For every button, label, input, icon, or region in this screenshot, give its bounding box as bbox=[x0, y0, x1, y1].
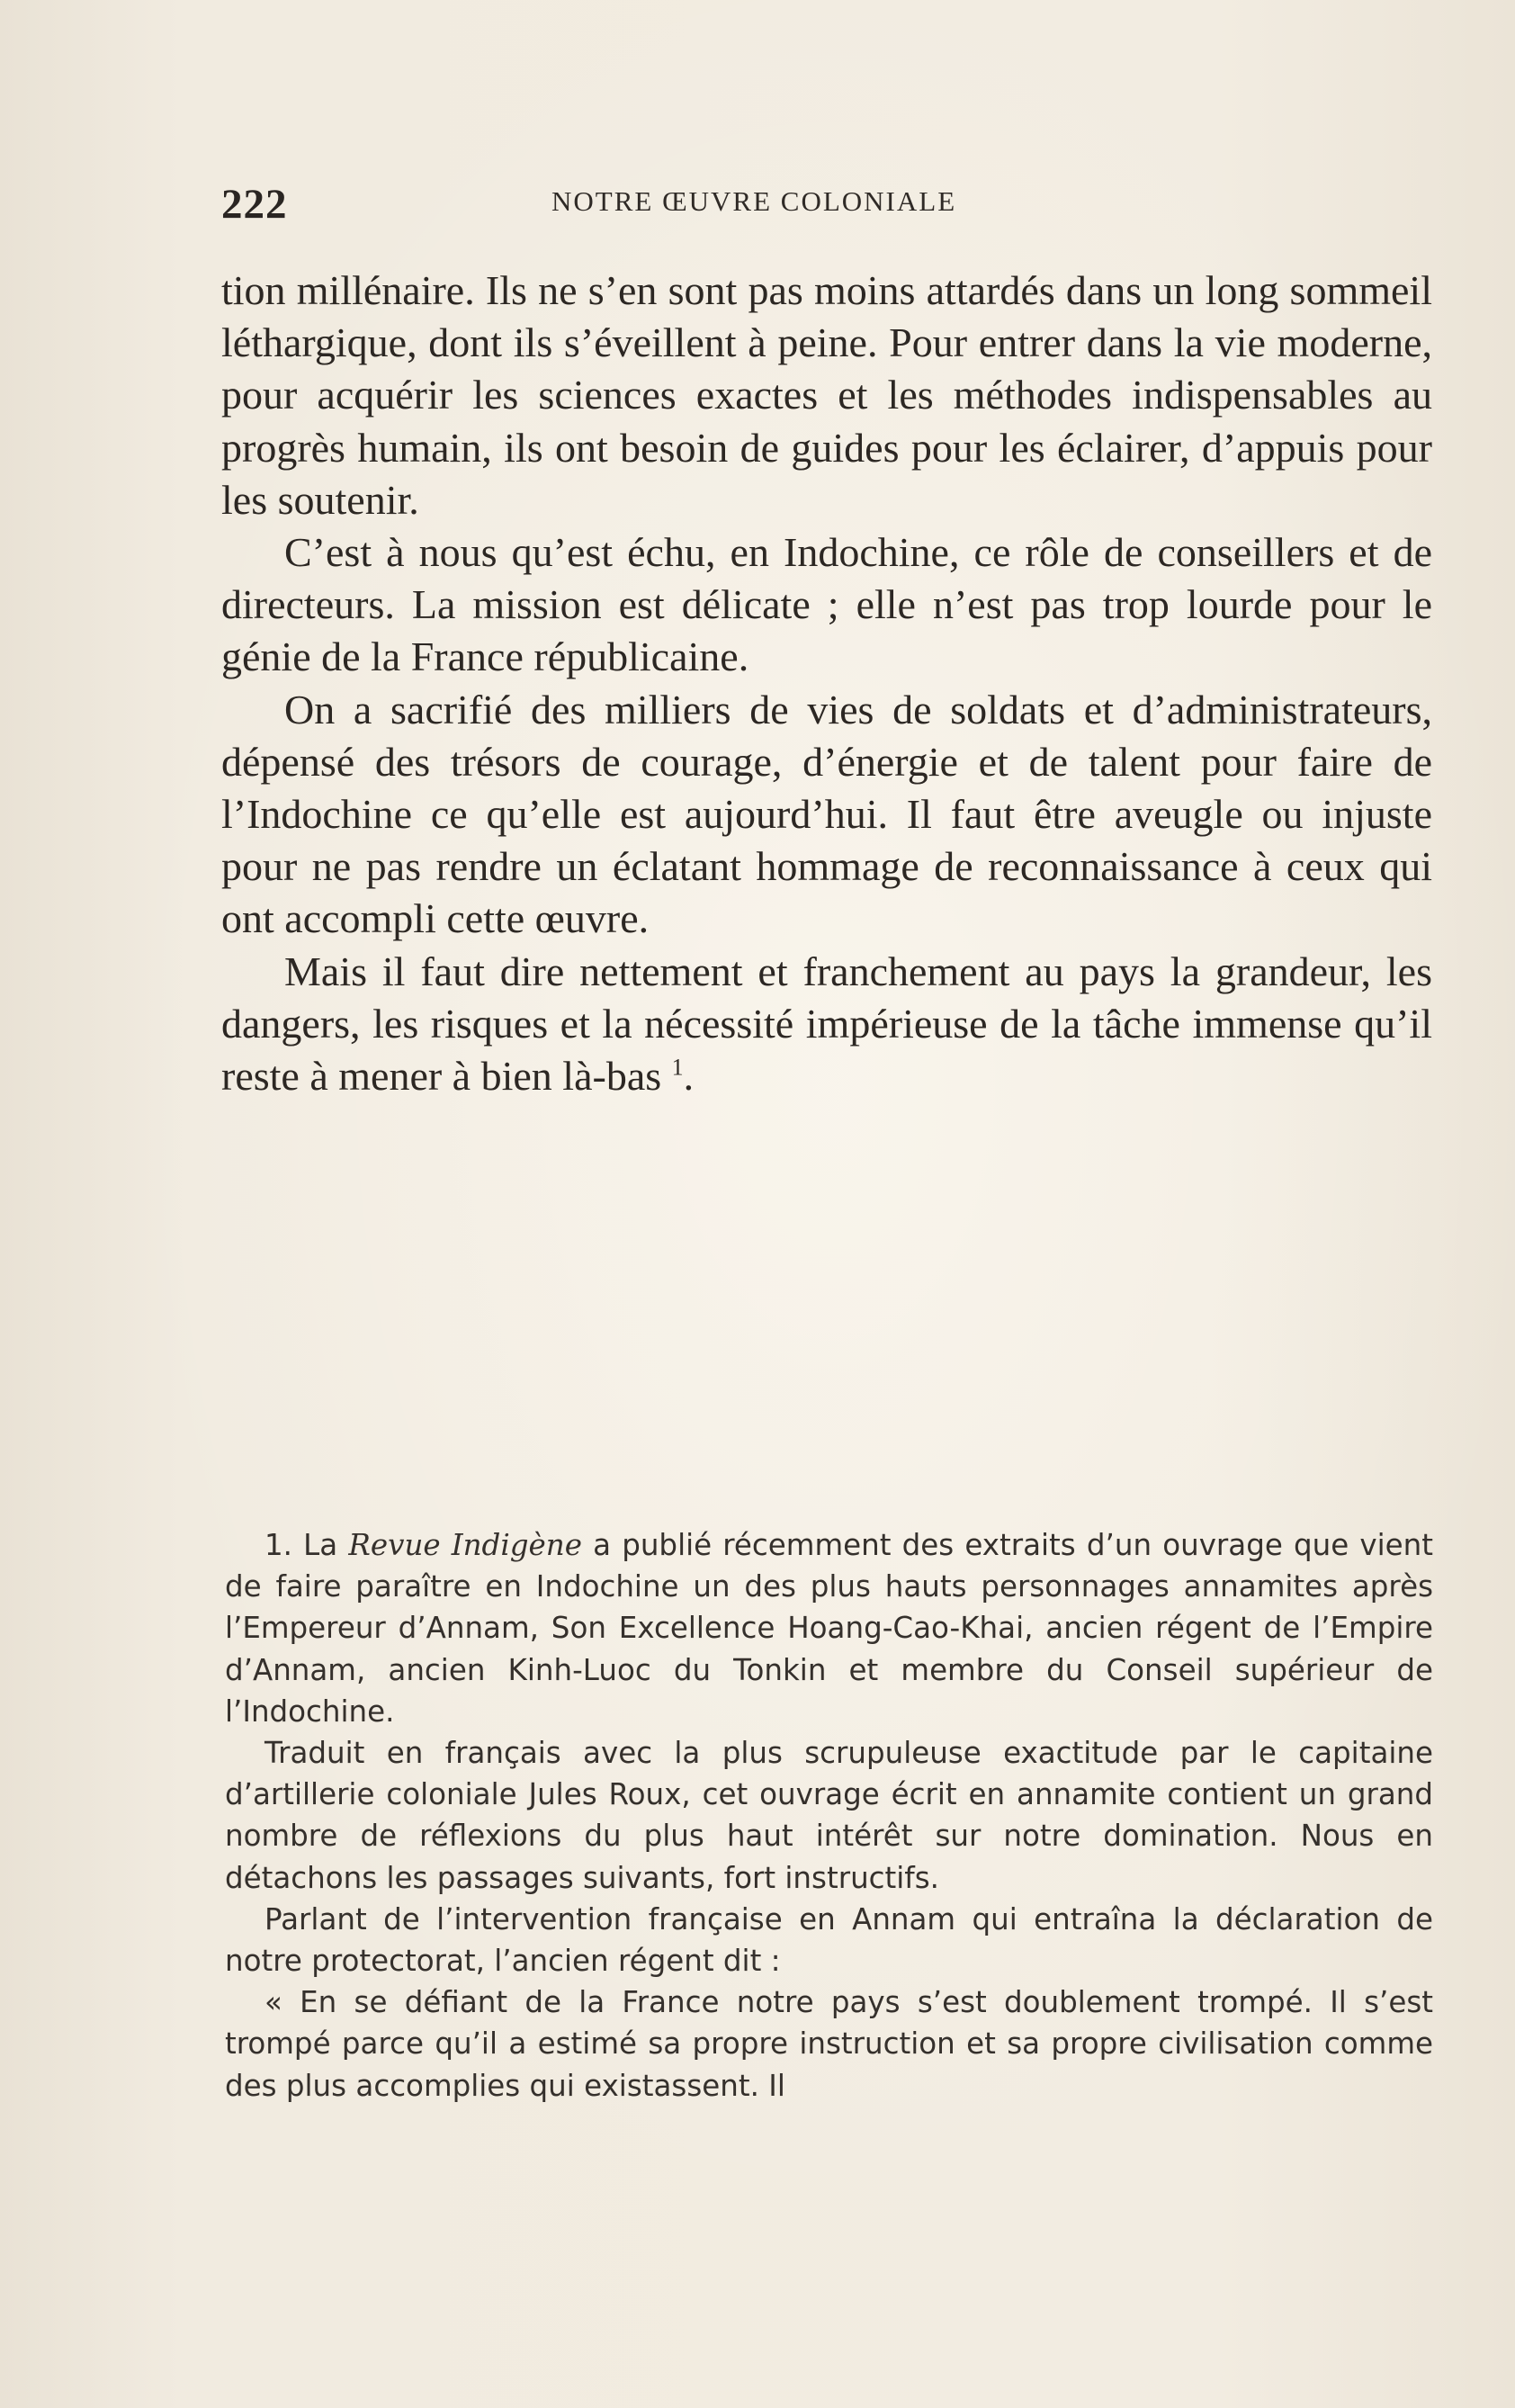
footnote-quote: « En se défiant de la France notre pays s’est doublement trompé. Il s’est trompé parce qu’il a estimé sa propre instruction et sa propre civilisation comme des plus accomplies qui existassent. Il bbox=[225, 1985, 1433, 2103]
footnotes bbox=[225, 1524, 1433, 2107]
footnote-marker: 1 bbox=[671, 1054, 684, 1081]
paragraph: tion millénaire. Ils ne s’en sont pas moins attardés dans un long sommeil léthargique, dont ils s’éveillent à peine. Pour entrer dans la vie moderne, pour acquérir les sciences exactes et les méthodes indispensables au progrès humain, ils ont besoin de guides pour les éclairer, d’appuis pour les soutenir. bbox=[221, 267, 1432, 523]
paragraph: On a sacrifié des milliers de vies de soldats et d’administrateurs, dépensé des trésors de courage, d’énergie et de talent pour faire de l’Indochine ce qu’elle est aujourd’hui. Il faut être aveugle ou injuste pour ne pas rendre un éclatant hommage de reconnaissance à ceux qui ont accompli cette œuvre. bbox=[221, 686, 1432, 942]
footnote-paragraph: Traduit en français avec la plus scrupuleuse exactitude par le capitaine d’artillerie coloniale Jules Roux, cet ouvrage écrit en annamite contient un grand nombre de réflexions du plus haut intérêt sur notre domination. Nous en détachons les passages suivants, fort instructifs. bbox=[225, 1736, 1433, 1895]
sentence-end: . bbox=[683, 1053, 695, 1100]
footnote-number: 1. La bbox=[264, 1528, 349, 1562]
page-header bbox=[221, 180, 1436, 234]
running-title: NOTRE ŒUVRE COLONIALE bbox=[551, 185, 957, 217]
paragraph: C’est à nous qu’est échu, en Indochine, ce rôle de conseillers et de directeurs. La mission est délicate ; elle n’est pas trop lourde pour le génie de la France républicaine. bbox=[221, 529, 1432, 680]
paragraph-last bbox=[221, 946, 1432, 1103]
page-number: 222 bbox=[221, 181, 288, 228]
footnote-paragraph: Parlant de l’intervention française en Annam qui entraîna la déclaration de notre protectorat, l’ancien régent dit : bbox=[225, 1901, 1433, 1979]
footnote-text: a publié récemment des extraits d’un ouvrage que vient de faire paraître en Indochine un des plus hauts personnages annamites après l’Empereur d’Annam, Son Excellence Hoang-Cao-Khai, ancien régent de l’Empire d’Annam, ancien Kinh-Luoc du Tonkin et membre du Conseil supérieur de l’Indochine. bbox=[225, 1528, 1433, 1729]
paragraph-text: Mais il faut dire nettement et franchement au pays la grandeur, les dangers, les risques et la nécessité impérieuse de la tâche immense qu’il reste à mener à bien là-bas bbox=[221, 948, 1432, 1100]
main-text bbox=[221, 265, 1432, 1102]
footnote-1 bbox=[225, 1524, 1433, 1732]
journal-title: Revue Indigène bbox=[348, 1528, 582, 1562]
